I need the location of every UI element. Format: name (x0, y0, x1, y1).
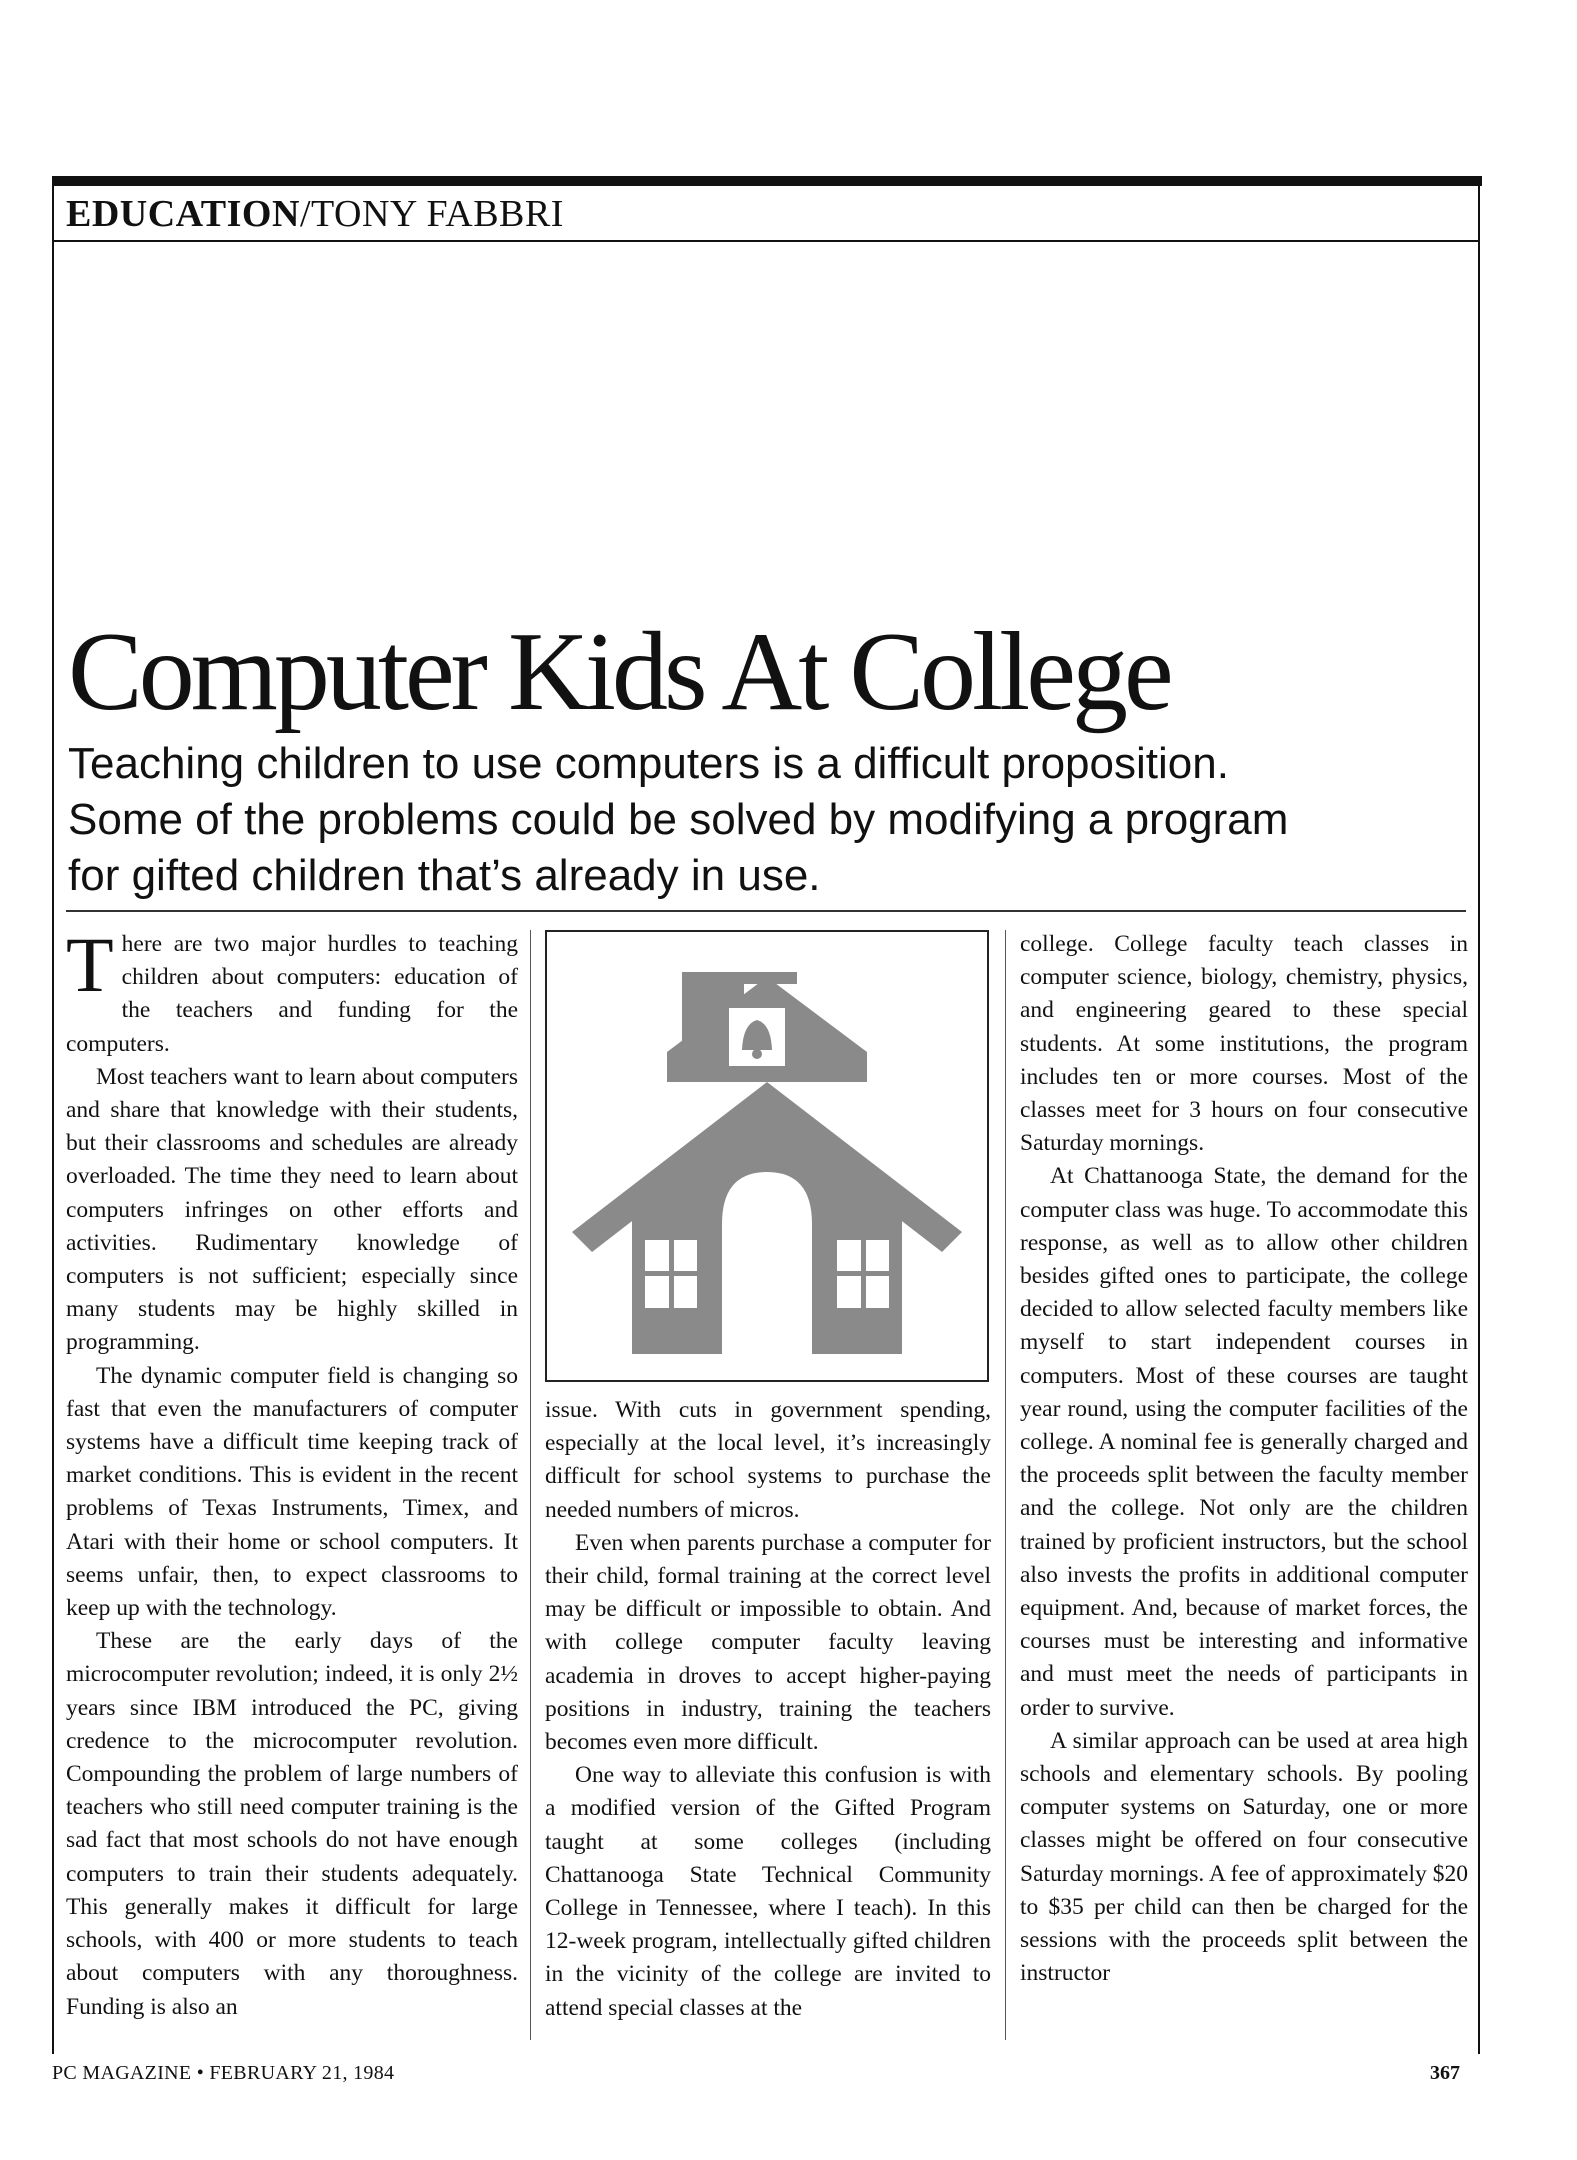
paragraph: The dynamic computer field is changing so fast that even the manufacturers of computer systems have a difficult time keeping track of market conditions. This is evident in the recent problems of Texas Instruments, Timex, and Atari with their home or school computers. It seems unfair, then, to expect classrooms to keep up with the technology. (66, 1362, 518, 1622)
section-name: EDUCATION (66, 193, 300, 235)
column-2 (545, 1394, 991, 2025)
column-1 (66, 921, 518, 2024)
header-rule (52, 240, 1480, 242)
column-rule (1005, 930, 1006, 2040)
paragraph: There are two major hurdles to teaching children about computers: education of the teachers and funding for the computers. (66, 921, 518, 1057)
page-number: 367 (1430, 2062, 1460, 2084)
deck-line: Teaching children to use computers is a difficult proposition. (68, 739, 1229, 788)
paragraph: At Chattanooga State, the demand for the computer class was huge. To accommodate this response, as well as to allow other children besides gifted ones to participate, the college decided to allow selected faculty members like myself to start independent courses in computers. Most of these courses are taught year round, using the computer facilities of the college. A nominal fee is generally charged and the proceeds split between the faculty member and the college. Not only are the children trained by proficient instructors, but the school also invests the profits in additional computer equipment. And, because of market forces, the courses must be interesting and informative and must meet the needs of participants in order to survive. (1020, 1163, 1468, 1721)
paragraph: Even when parents purchase a computer for their child, formal training at the correct level may be difficult or impossible to obtain. And with college computer faculty leaving academia in droves to accept higher-paying positions in industry, training the teachers becomes even more difficult. (545, 1529, 991, 1756)
drop-cap: T (66, 921, 114, 1008)
article-deck (68, 736, 1468, 904)
deck-line: Some of the problems could be solved by modifying a program (68, 795, 1289, 844)
top-rule (52, 176, 1482, 186)
schoolhouse-illustration (545, 930, 989, 1382)
article-title: Computer Kids At College (68, 610, 1170, 734)
column-rule (530, 930, 531, 2040)
kicker-separator: / (299, 193, 311, 235)
paragraph: issue. With cuts in government spending, especially at the local level, it’s increasingly difficult for school systems to purchase the needed numbers of micros. (545, 1397, 991, 1523)
footer-publication: PC MAGAZINE • FEBRUARY 21, 1984 (52, 2062, 395, 2084)
frame-right-rule (1478, 186, 1480, 2054)
section-kicker (66, 190, 564, 238)
schoolhouse-icon (547, 932, 987, 1380)
paragraph: One way to alleviate this confusion is with a modified version of the Gifted Program taught at some colleges (including Chattanooga State Technical Community College in Tennessee, where I teach). In this 12-week program, intellectually gifted children in the vicinity of the college are invited to attend special classes at the (545, 1762, 991, 2021)
frame-left-rule (52, 186, 54, 2054)
deck-rule (66, 910, 1466, 912)
paragraph: Most teachers want to learn about computers and share that knowledge with their students, but their classrooms and schedules are already overloaded. The time they need to learn about computers infringes on other efforts and activities. Rudimentary knowledge of computers is not sufficient; especially since many students may be highly skilled in programming. (66, 1063, 518, 1356)
deck-line: for gifted children that’s already in use. (68, 851, 821, 900)
paragraph: A similar approach can be used at area high schools and elementary schools. By pooling computer systems on Saturday, one or more classes might be offered on four consecutive Saturday mornings. A fee of approximately $20 to $35 per child can then be charged for the sessions with the proceeds split between the instructor (1020, 1727, 1468, 1987)
paragraph: college. College faculty teach classes in computer science, biology, chemistry, physics, and engineering geared to these special students. At some institutions, the program includes ten or more courses. Most of the classes meet for 3 hours on four consecutive Saturday mornings. (1020, 931, 1468, 1157)
author-name: TONY FABBRI (311, 193, 564, 235)
paragraph: These are the early days of the microcomputer revolution; indeed, it is only 2½ years since IBM introduced the PC, giving credence to the microcomputer revolution. Compounding the problem of large numbers of teachers who still need computer training is the sad fact that most schools do not have enough computers to train their students adequately. This generally makes it difficult for large schools, with 400 or more students to teach about computers with any thoroughness. Funding is also an (66, 1628, 518, 2020)
column-3 (1020, 928, 1468, 1991)
